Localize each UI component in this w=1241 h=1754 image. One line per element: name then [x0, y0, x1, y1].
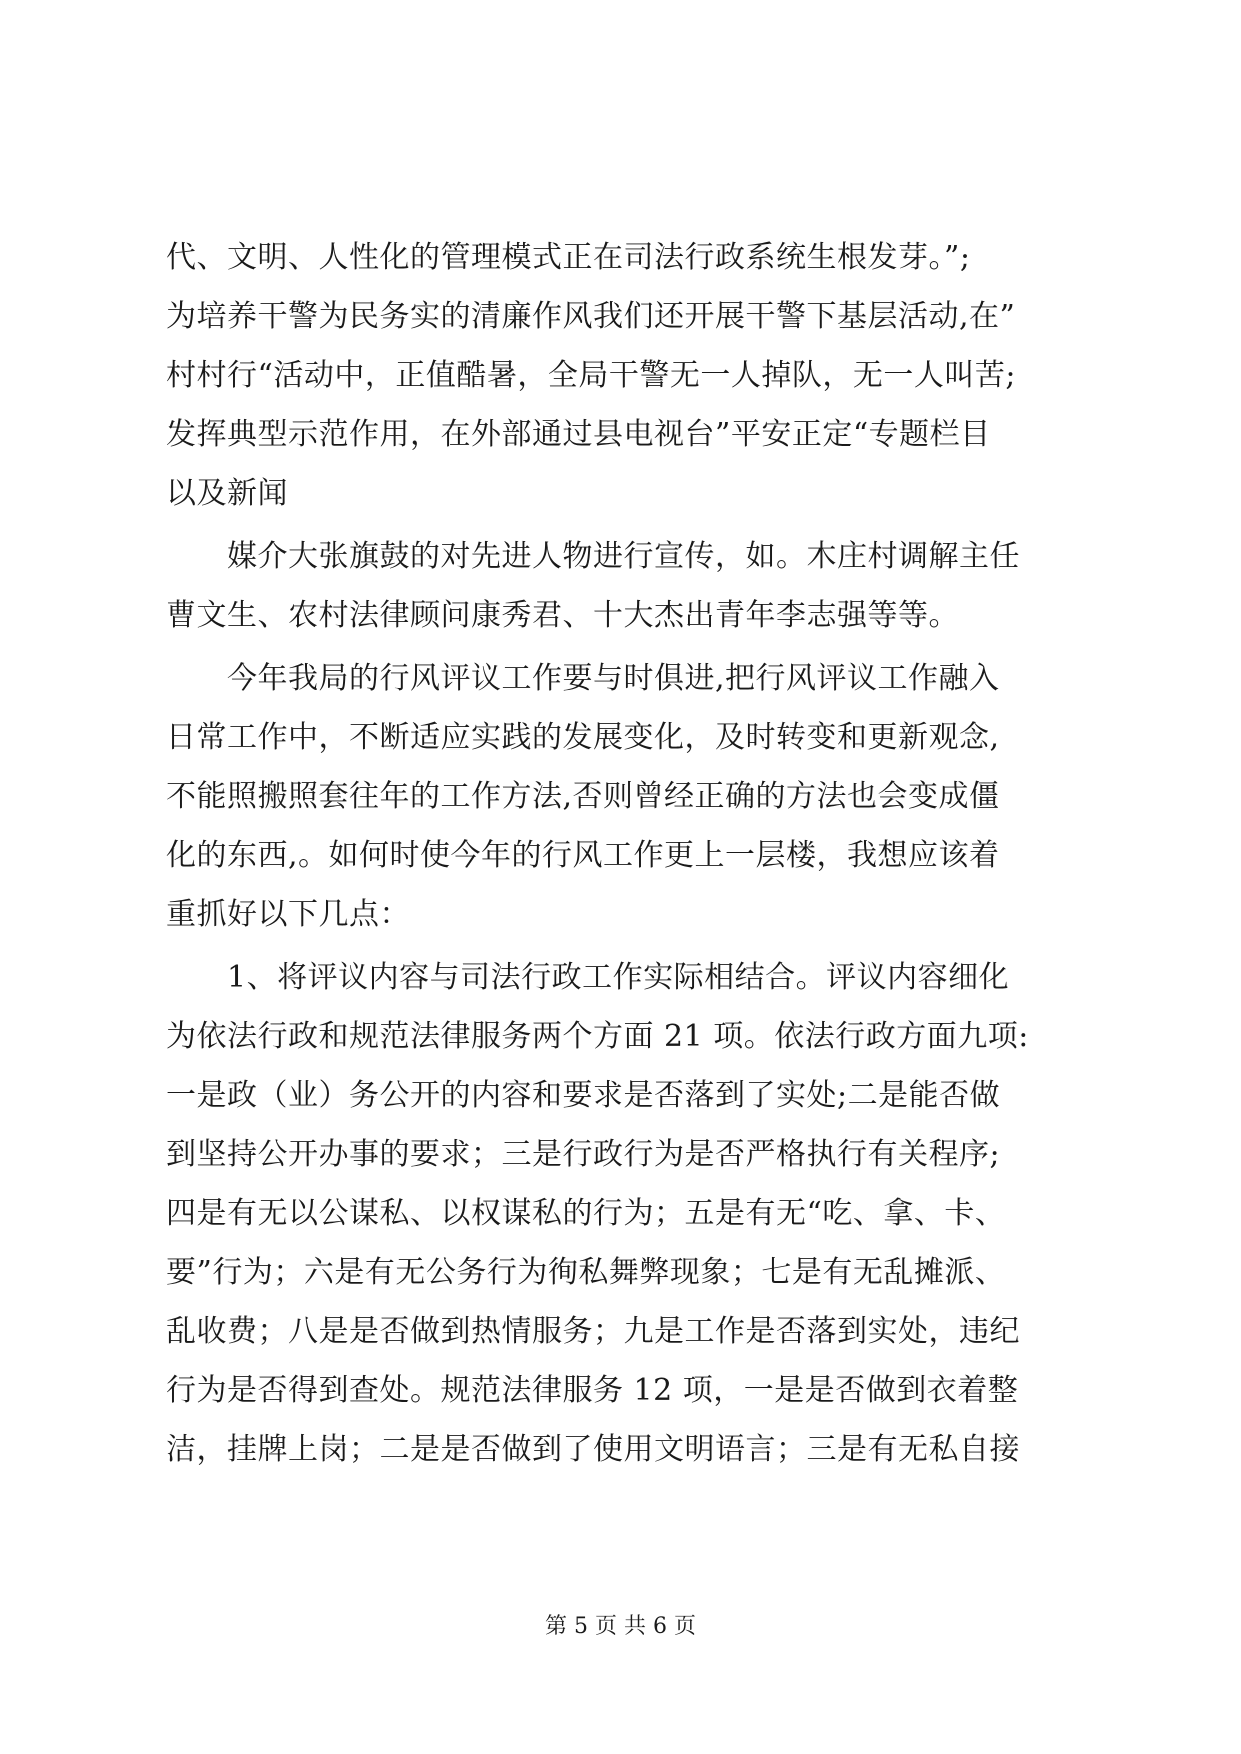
text-line: 发挥典型示范作用，在外部通过县电视台”平安正定“专题栏目	[166, 417, 991, 452]
text-line: 四是有无以公谋私、以权谋私的行为；五是有无“吃、拿、卡、	[166, 1196, 1006, 1231]
text-line: 行为是否得到查处。规范法律服务 12 项，一是是否做到衣着整	[166, 1373, 1019, 1408]
text-line: 曹文生、农村法律顾问康秀君、十大杰出青年李志强等等。	[166, 598, 959, 633]
document-body	[166, 228, 1086, 1479]
text-line: 要”行为；六是有无公务行为徇私舞弊现象；七是有无乱摊派、	[166, 1255, 1006, 1290]
paragraph-first-line: 1、将评议内容与司法行政工作实际相结合。评议内容细化	[227, 960, 1010, 995]
text-line: 日常工作中，不断适应实践的发展变化，及时转变和更新观念,	[166, 720, 1000, 755]
paragraph-first-line: 媒介大张旗鼓的对先进人物进行宣传，如。木庄村调解主任	[227, 539, 1020, 574]
text-line: 不能照搬照套往年的工作方法,否则曾经正确的方法也会变成僵	[166, 779, 1000, 814]
text-line: 为培养干警为民务实的清廉作风我们还开展干警下基层活动,在”	[166, 299, 1016, 334]
text-line: 到坚持公开办事的要求；三是行政行为是否严格执行有关程序;	[166, 1137, 1001, 1172]
text-line: 代、文明、人性化的管理模式正在司法行政系统生根发芽。”;	[166, 240, 971, 275]
text-line: 村村行“活动中，正值酷暑，全局干警无一人掉队，无一人叫苦;	[166, 358, 1016, 393]
text-line: 化的东西,。如何时使今年的行风工作更上一层楼，我想应该着	[166, 838, 1000, 873]
paragraph-first-line: 今年我局的行风评议工作要与时俱进,把行风评议工作融入	[227, 661, 1000, 696]
text-line: 重抓好以下几点：	[166, 897, 410, 932]
text-line: 为依法行政和规范法律服务两个方面 21 项。依法行政方面九项:	[166, 1019, 1029, 1054]
text-line: 洁，挂牌上岗；二是是否做到了使用文明语言；三是有无私自接	[166, 1432, 1020, 1467]
page-footer: 第 5 页 共 6 页	[545, 1614, 696, 1639]
text-line: 乱收费；八是是否做到热情服务；九是工作是否落到实处，违纪	[166, 1314, 1020, 1349]
text-line: 一是政（业）务公开的内容和要求是否落到了实处;二是能否做	[166, 1078, 1001, 1113]
text-line: 以及新闻	[166, 476, 288, 511]
